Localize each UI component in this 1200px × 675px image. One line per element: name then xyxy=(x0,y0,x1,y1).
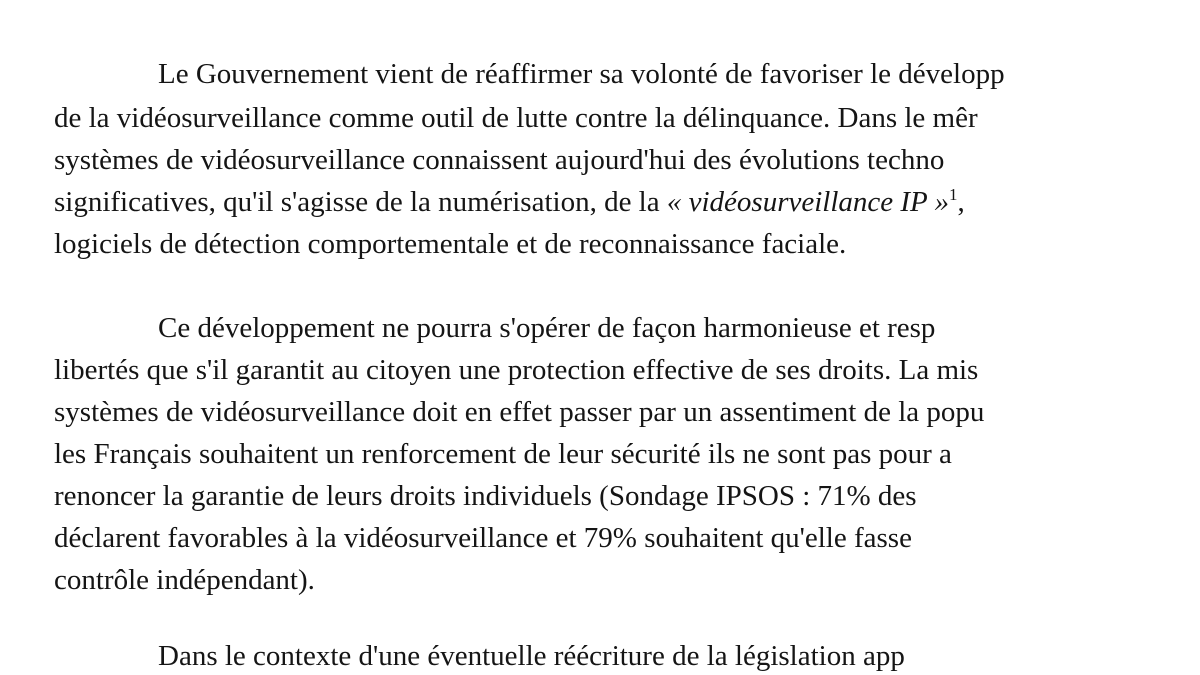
paragraph-2-line-3: systèmes de vidéosurveillance doit en effet passer par un assentiment de la popu xyxy=(54,396,985,428)
paragraph-1-line-1: Le Gouvernement vient de réaffirmer sa volonté de favoriser le développ xyxy=(158,58,1005,90)
line-text: significatives, qu'il s'agisse de la numérisation, de la xyxy=(54,186,667,218)
paragraph-1-line-2: de la vidéosurveillance comme outil de lutte contre la délinquance. Dans le mêr xyxy=(54,102,978,134)
paragraph-3-line-1: Dans le contexte d'une éventuelle réécriture de la législation app xyxy=(158,640,905,672)
line-text-end: , xyxy=(957,186,965,218)
paragraph-2-line-7: contrôle indépendant). xyxy=(54,564,315,596)
paragraph-1-line-3: systèmes de vidéosurveillance connaissent aujourd'hui des évolutions techno xyxy=(54,144,945,176)
paragraph-1-line-5: logiciels de détection comportementale et de reconnaissance faciale. xyxy=(54,228,847,260)
paragraph-2-line-1: Ce développement ne pourra s'opérer de façon harmonieuse et resp xyxy=(158,312,936,344)
footnote-reference: 1 xyxy=(949,185,958,204)
italic-term: « vidéosurveillance IP » xyxy=(666,186,950,218)
paragraph-1-line-4 xyxy=(54,186,965,218)
paragraph-2-line-2: libertés que s'il garantit au citoyen une protection effective de ses droits. La mis xyxy=(54,354,979,386)
paragraph-2-line-5: renoncer la garantie de leurs droits individuels (Sondage IPSOS : 71% des xyxy=(54,480,917,512)
paragraph-2-line-4: les Français souhaitent un renforcement de leur sécurité ils ne sont pas pour a xyxy=(54,438,952,470)
paragraph-2-line-6: déclarent favorables à la vidéosurveillance et 79% souhaitent qu'elle fasse xyxy=(54,522,912,554)
